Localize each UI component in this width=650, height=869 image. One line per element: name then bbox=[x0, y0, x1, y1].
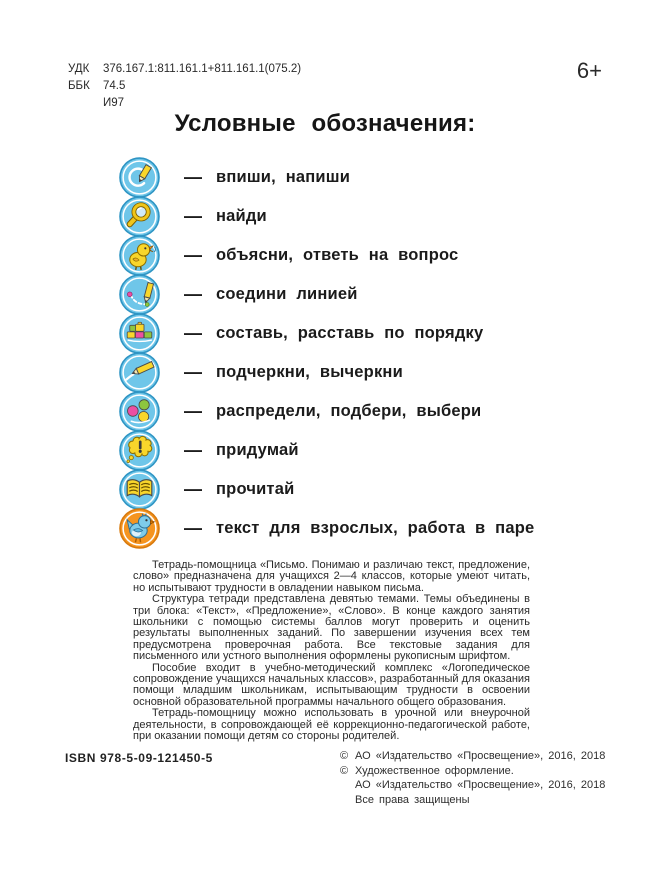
legend-row bbox=[119, 509, 534, 548]
author-code: И97 bbox=[103, 97, 125, 109]
legend-dash: — bbox=[184, 440, 202, 460]
pencil-write-icon bbox=[119, 157, 160, 198]
copyright-line: © АО «Издательство «Просвещение», 2016, 2018 bbox=[340, 750, 606, 762]
legend-dash: — bbox=[184, 206, 202, 226]
legend-label: объясни, ответь на вопрос bbox=[216, 246, 459, 264]
legend-label: составь, расставь по порядку bbox=[216, 324, 484, 342]
legend-row bbox=[119, 314, 534, 353]
blocks-icon bbox=[119, 313, 160, 354]
legend-row bbox=[119, 431, 534, 470]
copyright-symbol: © bbox=[340, 750, 349, 762]
legend-label: соедини линией bbox=[216, 285, 358, 303]
copyright-line: © Художественное оформление. bbox=[340, 764, 514, 777]
legend-dash: — bbox=[184, 362, 202, 382]
imprint-codes bbox=[68, 61, 301, 112]
legend-row bbox=[119, 275, 534, 314]
paragraph: Тетрадь-помощницу можно использовать в урочной или внеурочной деятельности, в сопровождающей её коррекционно-педагогической работе, при оказании помощи детям со стороны родителей. bbox=[133, 707, 530, 743]
legend-row bbox=[119, 353, 534, 392]
legend-label: придумай bbox=[216, 441, 299, 459]
age-rating-badge: 6+ bbox=[576, 58, 602, 83]
copyright-line: Все права защищены bbox=[340, 793, 605, 808]
pencil-underline-icon bbox=[119, 352, 160, 393]
legend-dash: — bbox=[184, 323, 202, 343]
legend-row bbox=[119, 197, 534, 236]
bbk-line bbox=[68, 78, 301, 95]
page-title: Условные обозначения: bbox=[174, 110, 476, 137]
legend-label: распредели, подбери, выбери bbox=[216, 402, 482, 420]
magnifier-icon bbox=[119, 196, 160, 237]
copyright-symbol bbox=[340, 778, 355, 793]
copyright-line: АО «Издательство «Просвещение», 2016, 2018 bbox=[340, 778, 605, 793]
legend-row bbox=[119, 236, 534, 275]
legend-label: подчеркни, вычеркни bbox=[216, 363, 403, 381]
paragraph: Структура тетради представлена девятью темами. Темы объединены в три блока: «Текст», «Предложение», «Слово». В конце каждого занятия школьники с помощью системы баллов могут проверить и оценить результаты выполненных заданий. По завершении изучения всех тем предусмотрена проверочная работа. Все текстовые задания для письменного или устного выполнения оформлены рукописным шрифтом. bbox=[133, 593, 530, 663]
copyright-symbol bbox=[340, 793, 355, 808]
legend-dash: — bbox=[184, 401, 202, 421]
paragraph: Тетрадь-помощница «Письмо. Понимаю и различаю текст, предложение, слово» предназначена для учащихся 2—4 классов, которые умеют читать, но испытывают трудности в овладении навыком письма. bbox=[133, 559, 530, 594]
legend-label: впиши, напиши bbox=[216, 168, 351, 186]
legend-label: прочитай bbox=[216, 480, 295, 498]
copyright-symbol: © bbox=[340, 764, 349, 777]
legend-dash: — bbox=[184, 284, 202, 304]
legend-label: найди bbox=[216, 207, 267, 225]
legend-row bbox=[119, 470, 534, 509]
open-book-icon bbox=[119, 469, 160, 510]
thought-bubble-icon bbox=[119, 430, 160, 471]
blue-bird-icon bbox=[119, 508, 160, 549]
legend-row bbox=[119, 392, 534, 431]
copyright-block bbox=[340, 749, 605, 807]
legend-label: текст для взрослых, работа в паре bbox=[216, 519, 535, 537]
udk-value: 376.167.1:811.161.1+811.161.1(075.2) bbox=[103, 63, 302, 75]
legend-dash: — bbox=[184, 479, 202, 499]
legend-dash: — bbox=[184, 518, 202, 538]
legend-dash: — bbox=[184, 245, 202, 265]
paragraph: Пособие входит в учебно-методический комплекс «Логопедическое сопровождение учащихся начальных классов», разработанный для оказания помощи младшим школьникам, испытывающим трудности в освоении основной образовательной программы начального общего образования. bbox=[133, 661, 530, 708]
chick-icon bbox=[119, 235, 160, 276]
legend-list bbox=[119, 158, 534, 548]
legend-row bbox=[119, 158, 534, 197]
annotation-paragraphs bbox=[133, 560, 530, 743]
isbn: ISBN 978-5-09-121450-5 bbox=[65, 751, 213, 765]
connect-line-icon bbox=[119, 274, 160, 315]
udk-line bbox=[68, 61, 301, 78]
legend-dash: — bbox=[184, 167, 202, 187]
colored-circles-icon bbox=[119, 391, 160, 432]
udk-label: УДК bbox=[68, 63, 90, 75]
bbk-label: ББК bbox=[68, 80, 90, 92]
bbk-value: 74.5 bbox=[103, 80, 126, 92]
